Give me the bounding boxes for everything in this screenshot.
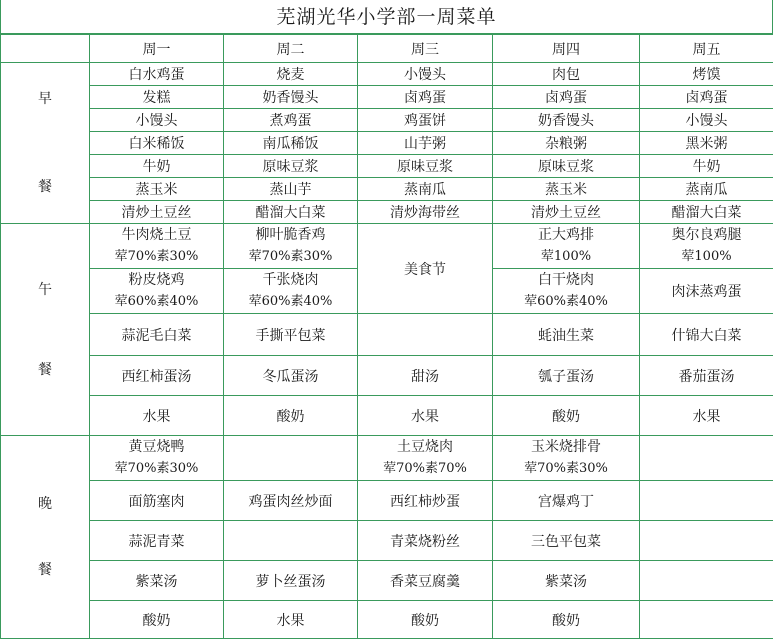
table-row (1, 224, 773, 269)
menu-cell: 黑米粥 (640, 132, 773, 155)
table-row (1, 86, 773, 109)
menu-cell: 牛奶 (640, 155, 773, 178)
menu-cell: 杂粮粥 (493, 132, 640, 155)
menu-cell: 冬瓜蛋汤 (224, 356, 358, 396)
menu-cell: 西红柿炒蛋 (358, 481, 493, 521)
menu-cell: 牛奶 (90, 155, 224, 178)
menu-cell: 肉包 (493, 63, 640, 86)
menu-cell: 小馒头 (358, 63, 493, 86)
table-row (1, 521, 773, 561)
menu-cell (224, 521, 358, 561)
dish-ratio: 荤60%素40% (224, 291, 357, 313)
menu-cell (640, 521, 773, 561)
menu-cell: 宫爆鸡丁 (493, 481, 640, 521)
menu-cell: 蚝油生菜 (493, 314, 640, 356)
menu-cell: 卤鸡蛋 (358, 86, 493, 109)
menu-cell: 奶香馒头 (224, 86, 358, 109)
dish-ratio: 荤70%素70% (358, 458, 492, 480)
menu-cell: 水果 (90, 396, 224, 436)
table-row (1, 109, 773, 132)
menu-cell: 烧麦 (224, 63, 358, 86)
menu-cell: 肉沫蒸鸡蛋 (640, 269, 773, 314)
menu-cell: 香菜豆腐羹 (358, 561, 493, 601)
day-header-wed: 周三 (358, 35, 493, 63)
header-row (1, 35, 773, 63)
menu-cell: 烤馍 (640, 63, 773, 86)
menu-cell (90, 269, 224, 314)
menu-cell (90, 224, 224, 269)
dish-name: 玉米烧排骨 (493, 436, 639, 458)
menu-cell: 醋溜大白菜 (640, 201, 773, 224)
menu-cell: 蒸玉米 (493, 178, 640, 201)
dish-ratio: 荤70%素30% (224, 246, 357, 268)
menu-cell (358, 436, 493, 481)
menu-cell (640, 481, 773, 521)
day-header-tue: 周二 (224, 35, 358, 63)
dish-ratio: 荤100% (640, 246, 773, 268)
dish-name: 白干烧肉 (493, 269, 639, 291)
menu-cell: 酸奶 (224, 396, 358, 436)
menu-cell: 鸡蛋饼 (358, 109, 493, 132)
dish-ratio: 荤70%素30% (90, 458, 223, 480)
menu-cell: 醋溜大白菜 (224, 201, 358, 224)
menu-cell: 蒸南瓜 (640, 178, 773, 201)
menu-cell: 水果 (358, 396, 493, 436)
table-row (1, 314, 773, 356)
dish-ratio: 荤60%素40% (90, 291, 223, 313)
menu-cell (493, 436, 640, 481)
menu-cell: 白米稀饭 (90, 132, 224, 155)
table-row (1, 63, 773, 86)
menu-cell: 原味豆浆 (358, 155, 493, 178)
menu-cell: 青菜烧粉丝 (358, 521, 493, 561)
menu-cell: 酸奶 (493, 601, 640, 639)
menu-cell (358, 314, 493, 356)
menu-cell: 紫菜汤 (90, 561, 224, 601)
dish-ratio: 荤70%素30% (493, 458, 639, 480)
menu-cell (224, 269, 358, 314)
menu-cell: 卤鸡蛋 (640, 86, 773, 109)
menu-cell: 什锦大白菜 (640, 314, 773, 356)
menu-cell: 蒜泥青菜 (90, 521, 224, 561)
menu-cell (90, 436, 224, 481)
menu-cell: 蒸南瓜 (358, 178, 493, 201)
menu-cell: 萝卜丝蛋汤 (224, 561, 358, 601)
dish-name: 黄豆烧鸭 (90, 436, 223, 458)
menu-cell (640, 224, 773, 269)
menu-cell: 手撕平包菜 (224, 314, 358, 356)
menu-cell: 蒸玉米 (90, 178, 224, 201)
menu-cell: 卤鸡蛋 (493, 86, 640, 109)
festival-cell: 美食节 (358, 224, 493, 314)
corner-cell (1, 35, 90, 63)
table-row (1, 178, 773, 201)
menu-cell: 小馒头 (90, 109, 224, 132)
meal-label-breakfast: 早 餐 (1, 63, 90, 224)
meal-label-lunch: 午 餐 (1, 224, 90, 436)
menu-cell: 酸奶 (90, 601, 224, 639)
menu-cell (493, 269, 640, 314)
menu-cell: 发糕 (90, 86, 224, 109)
dish-name: 土豆烧肉 (358, 436, 492, 458)
menu-cell: 奶香馒头 (493, 109, 640, 132)
menu-cell (224, 224, 358, 269)
menu-cell: 小馒头 (640, 109, 773, 132)
dish-name: 千张烧肉 (224, 269, 357, 291)
weekly-menu-table (0, 34, 773, 639)
dish-name: 奥尔良鸡腿 (640, 224, 773, 246)
table-row (1, 201, 773, 224)
menu-cell: 鸡蛋肉丝炒面 (224, 481, 358, 521)
dish-name: 牛肉烧土豆 (90, 224, 223, 246)
menu-cell: 西红柿蛋汤 (90, 356, 224, 396)
table-row (1, 561, 773, 601)
menu-cell: 水果 (224, 601, 358, 639)
menu-cell: 酸奶 (358, 601, 493, 639)
menu-cell: 番茄蛋汤 (640, 356, 773, 396)
menu-cell (640, 601, 773, 639)
menu-cell: 蒸山芋 (224, 178, 358, 201)
menu-title: 芜湖光华小学部一周菜单 (0, 0, 773, 34)
day-header-fri: 周五 (640, 35, 773, 63)
menu-cell: 原味豆浆 (493, 155, 640, 178)
table-row (1, 481, 773, 521)
table-row (1, 155, 773, 178)
menu-cell (640, 561, 773, 601)
dish-ratio: 荤100% (493, 246, 639, 268)
menu-cell: 山芋粥 (358, 132, 493, 155)
dish-name: 正大鸡排 (493, 224, 639, 246)
day-header-mon: 周一 (90, 35, 224, 63)
day-header-thu: 周四 (493, 35, 640, 63)
menu-cell (224, 436, 358, 481)
dish-name: 柳叶脆香鸡 (224, 224, 357, 246)
table-row (1, 436, 773, 481)
menu-cell: 甜汤 (358, 356, 493, 396)
dish-ratio: 荤60%素40% (493, 291, 639, 313)
menu-cell: 原味豆浆 (224, 155, 358, 178)
menu-cell: 瓠子蛋汤 (493, 356, 640, 396)
menu-cell: 水果 (640, 396, 773, 436)
menu-cell: 煮鸡蛋 (224, 109, 358, 132)
dish-ratio: 荤70%素30% (90, 246, 223, 268)
menu-cell: 酸奶 (493, 396, 640, 436)
menu-cell: 紫菜汤 (493, 561, 640, 601)
menu-cell: 南瓜稀饭 (224, 132, 358, 155)
menu-cell: 清炒土豆丝 (493, 201, 640, 224)
table-row (1, 396, 773, 436)
menu-cell: 清炒土豆丝 (90, 201, 224, 224)
menu-cell (493, 224, 640, 269)
menu-cell: 三色平包菜 (493, 521, 640, 561)
table-row (1, 601, 773, 639)
menu-cell (640, 436, 773, 481)
menu-cell: 蒜泥毛白菜 (90, 314, 224, 356)
menu-cell: 面筋塞肉 (90, 481, 224, 521)
meal-label-dinner: 晚 餐 (1, 436, 90, 639)
table-row (1, 132, 773, 155)
menu-cell: 白水鸡蛋 (90, 63, 224, 86)
table-row (1, 356, 773, 396)
dish-name: 粉皮烧鸡 (90, 269, 223, 291)
menu-cell: 清炒海带丝 (358, 201, 493, 224)
